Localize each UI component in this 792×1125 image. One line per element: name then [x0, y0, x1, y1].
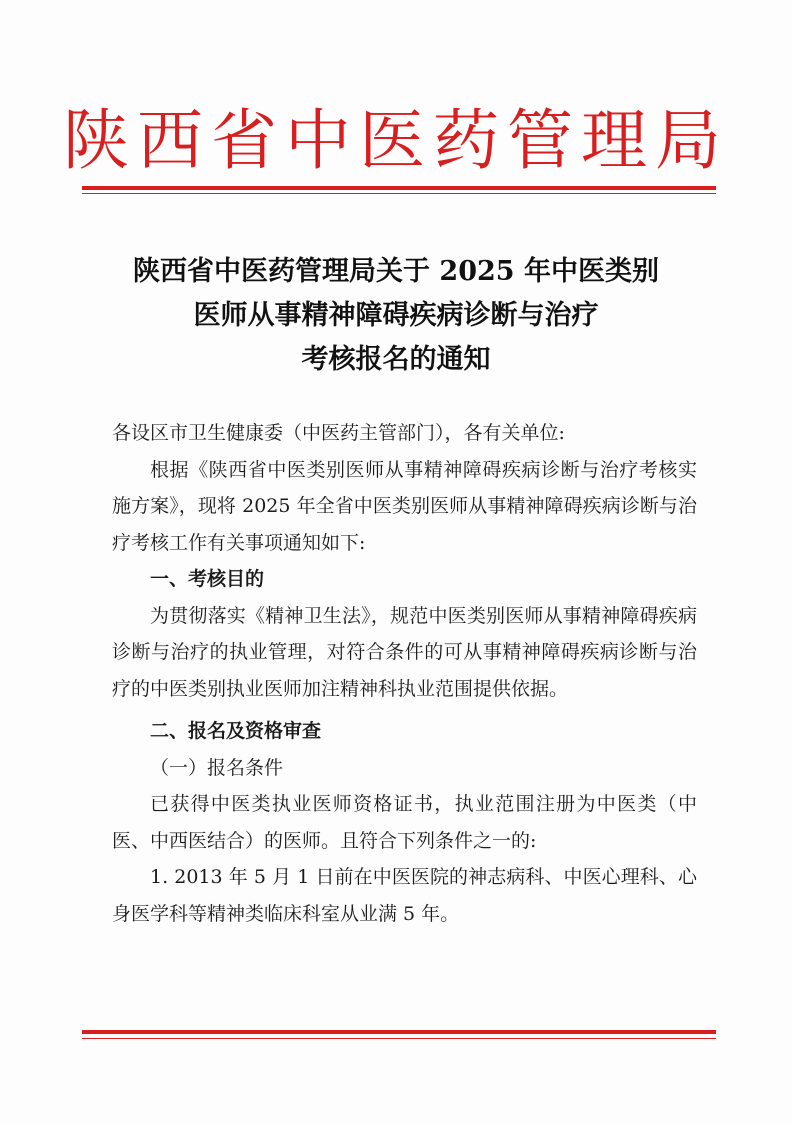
salutation: 各设区市卫生健康委（中医药主管部门），各有关单位:: [112, 422, 565, 444]
document-body: [112, 415, 697, 932]
intro-paragraph: 根据《陕西省中医类别医师从事精神障碍疾病诊断与治疗考核实施方案》，现将 2025 年全省中医类别医师从事精神障碍疾病诊断与治疗考核工作有关事项通知如下:: [112, 458, 697, 554]
title-line-3: 考核报名的通知: [301, 344, 491, 375]
footer-rule-thick: [82, 1030, 716, 1034]
title-line-1: 陕西省中医药管理局关于 2025 年中医类别: [133, 256, 659, 287]
section-1-paragraph: 为贯彻落实《精神卫生法》，规范中医类别医师从事精神障碍疾病诊断与治疗的执业管理，对符合条件的可从事精神障碍疾病诊断与治疗的中医类别执业医师加注精神科执业范围提供依据。: [112, 604, 697, 700]
agency-header: 陕西省中医药管理局: [63, 102, 729, 179]
section-2-heading: 二、报名及资格审查: [150, 720, 322, 742]
footer-rule-thin: [82, 1038, 716, 1039]
section-2-paragraph: 已获得中医类执业医师资格证书，执业范围注册为中医类（中医、中西医结合）的医师。且符合下列条件之一的:: [112, 793, 697, 852]
title-line-2: 医师从事精神障碍疾病诊断与治疗: [193, 300, 599, 331]
document-title: [90, 250, 702, 382]
section-2-subheading: （一）报名条件: [150, 756, 284, 779]
section-1-heading: 一、考核目的: [150, 568, 265, 590]
condition-item-1: 1. 2013 年 5 月 1 日前在中医医院的神志病科、中医心理科、心身医学科等精神类临床科室从业满 5 年。: [112, 866, 697, 925]
header-rule-thick: [82, 186, 716, 190]
header-rule-thin: [82, 193, 716, 194]
